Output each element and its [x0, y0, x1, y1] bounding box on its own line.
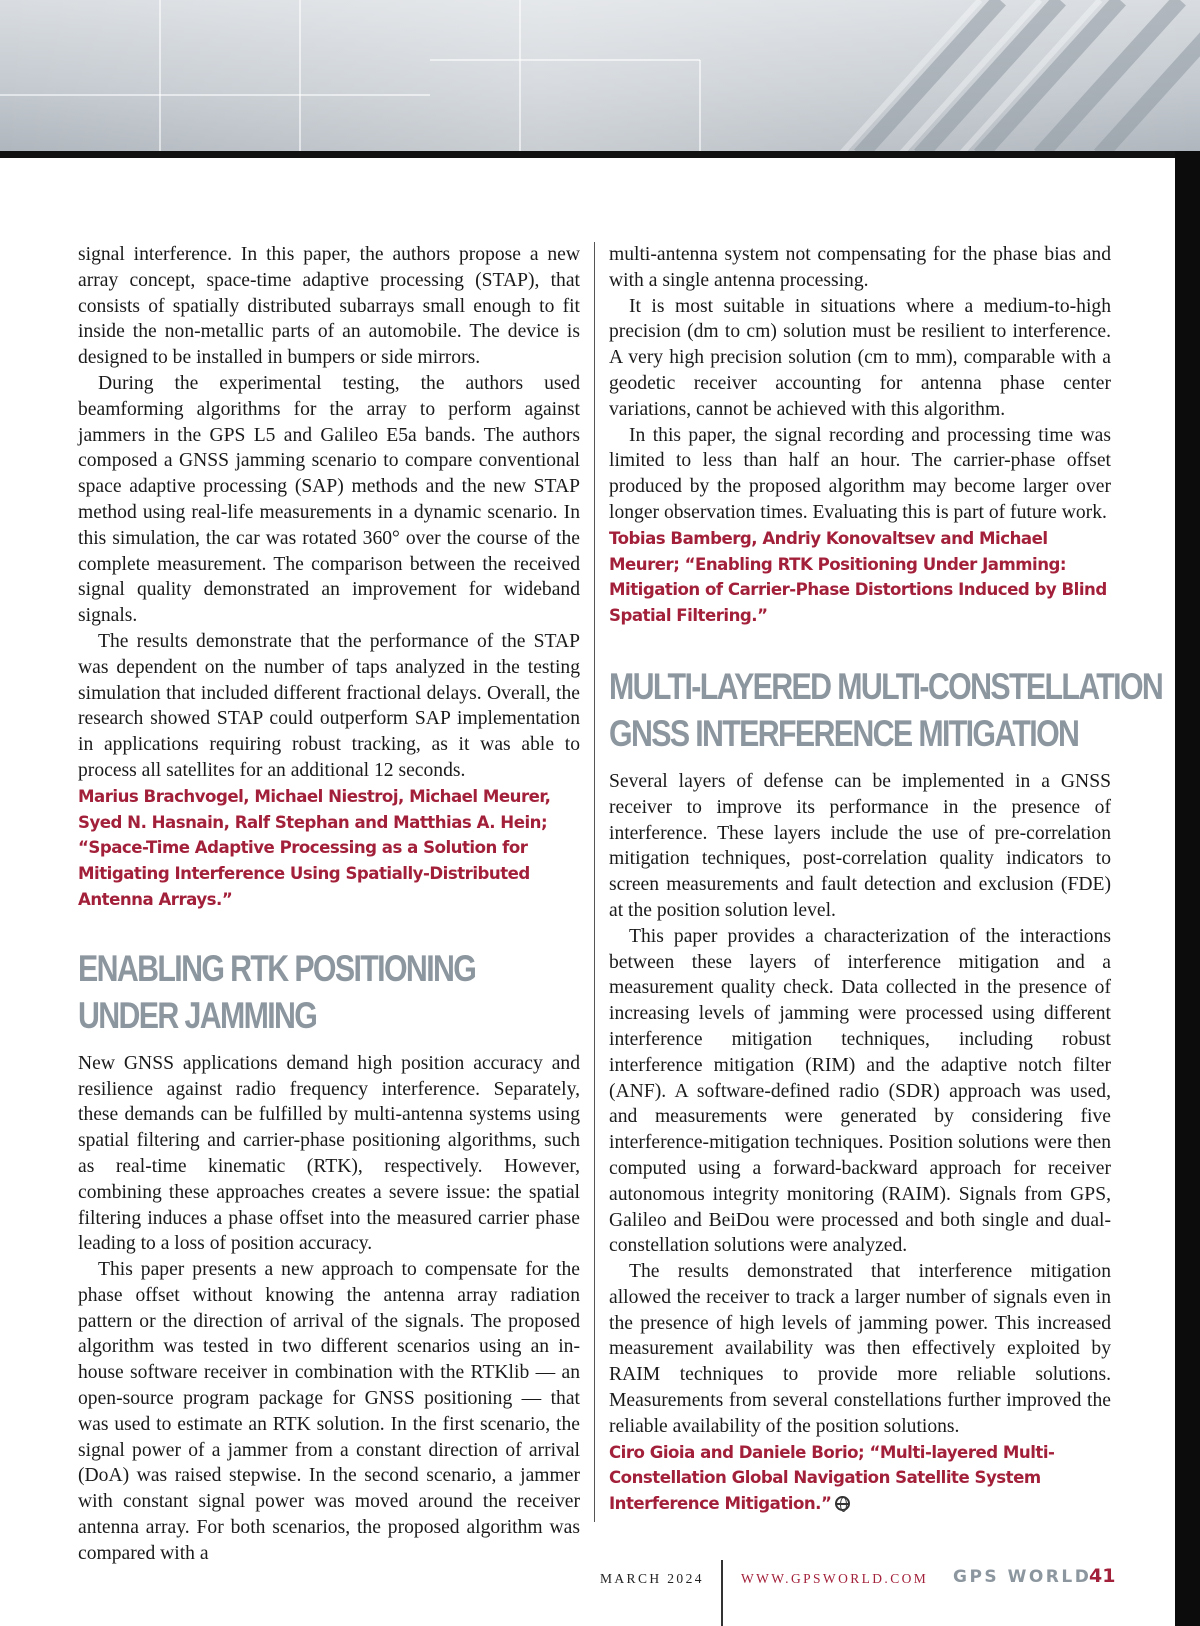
citation: Tobias Bamberg, Andriy Konovaltsev and Michael Meurer; “Enabling RTK Positioning Under Jamming: Mitigation of Carrier-Phase Distortions Induced by Blind Spatial Filtering.”	[609, 528, 1107, 626]
page-number: 41	[1089, 1565, 1116, 1587]
paragraph: During the experimental testing, the authors used beamforming algorithms for the array to perform against jammers in the GPS L5 and Galileo E5a bands. The authors composed a GNSS jamming scenario to compare conventional space adaptive processing (SAP) methods and the new STAP method using real-life measurements in a dynamic scenario. In this simulation, the car was rotated 360° over the course of the complete measurement. The comparison between the received signal quality demonstrated an improvement for wideband signals.	[78, 372, 580, 627]
banner-artwork	[0, 0, 1200, 155]
citation-text: Ciro Gioia and Daniele Borio; “Multi-layered Multi-Constellation Global Navigation Satellite System Interference Mitigation.”	[609, 1442, 1055, 1514]
paragraph: signal interference. In this paper, the authors propose a new array concept, space-time adaptive processing (STAP), that consists of spatially distributed subarrays small enough to fit inside the non-metallic parts of an automobile. The device is designed to be installed in bumpers or side mirrors.	[78, 244, 580, 369]
heading-line: MULTI-LAYERED MULTI-CONSTELLATION	[609, 665, 1163, 707]
paragraph: This paper provides a characterization of the interactions between these layers of interference mitigation and a measurement quality check. Data collected in the presence of increasing levels of jamming were processed using different interference mitigation techniques, including robust interference mitigation (RIM) and the adaptive notch filter (ANF). A software-defined radio (SDR) approach was used, and measurements were generated by considering five interference-mitigation techniques. Position solutions were then computed using a forward-backward approach for receiver autonomous integrity monitoring (RAIM). Signals from GPS, Galileo and BeiDou were processed and both single and dual-constellation solutions were analyzed.	[609, 925, 1111, 1257]
heading-line: ENABLING RTK POSITIONING	[78, 947, 476, 989]
globe-icon	[835, 1496, 850, 1511]
paragraph: New GNSS applications demand high position accuracy and resilience against radio frequency interference. Separately, these demands can be fulfilled by multi-antenna systems using spatial filtering and carrier-phase positioning algorithms, such as real-time kinematic (RTK), respectively. However, combining these approaches creates a severe issue: the spatial filtering induces a phase offset into the measured carrier phase leading to a loss of position accuracy.	[78, 1052, 580, 1255]
paragraph: This paper presents a new approach to compensate for the phase offset without knowing the antenna array radiation pattern or the direction of arrival of the signals. The proposed algorithm was tested in two different scenarios using an in-house software receiver in combination with the RTKlib — an open-source program package for GNSS positioning — that was used to estimate an RTK solution. In the first scenario, the signal power of a jammer from a constant direction of arrival (DoA) was raised stepwise. In the second scenario, a jammer with constant signal power was moved around the receiver antenna array. For both scenarios, the proposed algorithm was compared with a	[78, 1259, 580, 1564]
left-column	[78, 242, 580, 1567]
heading-line: UNDER JAMMING	[78, 994, 317, 1036]
banner-rule	[0, 151, 1200, 158]
right-column	[609, 242, 1163, 1517]
citation: Marius Brachvogel, Michael Niestroj, Michael Meurer, Syed N. Hasnain, Ralf Stephan and Matthias A. Hein; “Space-Time Adaptive Processing as a Solution for Mitigating Interference Using Spatially-Distributed Antenna Arrays.”	[78, 786, 551, 909]
paragraph: The results demonstrated that interference mitigation allowed the receiver to track a larger number of signals even in the presence of high levels of jamming power. This increased measurement availability was then effectively exploited by RAIM techniques to provide more reliable solutions. Measurements from several constellations further improved the reliable availability of the position solutions.	[609, 1261, 1111, 1437]
paragraph: Several layers of defense can be implemented in a GNSS receiver to improve its performance in the presence of interference. These layers include the use of pre-correlation mitigation techniques, post-correlation quality indicators to screen measurements and fault detection and exclusion (FDE) at the position solution level.	[609, 770, 1111, 921]
footer-url[interactable]: WWW.GPSWORLD.COM	[741, 1571, 929, 1586]
column-divider	[594, 242, 595, 1522]
page-footer	[0, 1560, 1200, 1626]
section-heading-rtk	[78, 945, 580, 1039]
footer-magazine-name: GPS WORLD	[953, 1567, 1092, 1587]
citation-final	[609, 1440, 1111, 1517]
section-heading-mlmc	[609, 663, 1163, 757]
paragraph: It is most suitable in situations where a medium-to-high precision (dm to cm) solution must be resilient to interference. A very high precision solution (cm to mm), comparable with a geodetic receiver accounting for antenna phase center variations, cannot be achieved with this algorithm.	[609, 295, 1111, 420]
footer-divider	[721, 1560, 723, 1626]
paragraph: In this paper, the signal recording and processing time was limited to less than half an hour. The carrier-phase offset produced by the proposed algorithm may become larger over longer observation times. Evaluating this is part of future work.	[609, 424, 1111, 523]
heading-line: GNSS INTERFERENCE MITIGATION	[609, 712, 1079, 754]
header-banner	[0, 0, 1200, 155]
footer-date: MARCH 2024	[600, 1571, 704, 1586]
paragraph: The results demonstrate that the performance of the STAP was dependent on the number of taps analyzed in the testing simulation that included different fractional delays. Overall, the research showed STAP could outperform SAP implementation in applications requiring robust tracking, as it was able to process all satellites for an additional 12 seconds.	[78, 630, 580, 781]
page-edge-bar	[1175, 151, 1200, 1626]
paragraph: multi-antenna system not compensating for the phase bias and with a single antenna processing.	[609, 244, 1111, 291]
